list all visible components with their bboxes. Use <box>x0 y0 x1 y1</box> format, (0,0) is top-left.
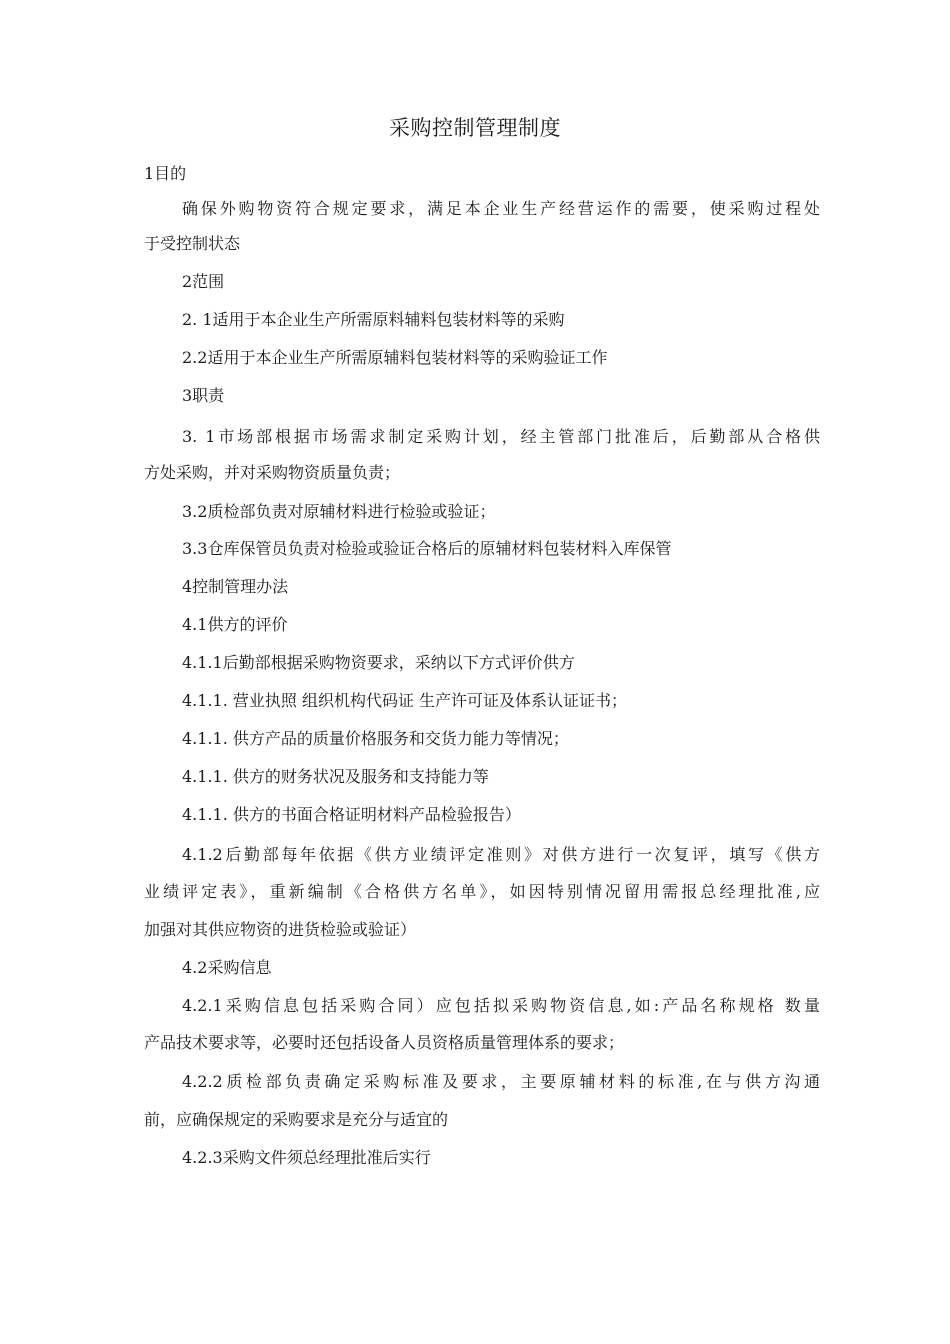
paragraph-line: 4.2.2质检部负责确定采购标准及要求，主要原辅材料的标准,在与供方沟通 <box>182 1072 820 1091</box>
paragraph-line: 4.1.2后勤部每年依据《供方业绩评定准则》对供方进行一次复评，填写《供方 <box>182 845 820 864</box>
paragraph-line: 2. 1适用于本企业生产所需原料辅料包装材料等的采购 <box>182 310 565 329</box>
paragraph-line: 业绩评定表》，重新编制《合格供方名单》，如因特别情况留用需报总经理批准,应 <box>144 882 820 901</box>
paragraph-line: 于受控制状态 <box>144 234 241 253</box>
paragraph-line: 前，应确保规定的采购要求是充分与适宜的 <box>144 1110 449 1129</box>
paragraph-line: 4.2.1采购信息包括采购合同）应包括拟采购物资信息,如:产品名称规格 数量 <box>182 996 820 1015</box>
paragraph-line: 4.1.1. 供方产品的质量价格服务和交货力能力等情况； <box>182 729 569 748</box>
heading-responsibilities: 3职责 <box>182 386 225 405</box>
subheading-purchasing-information: 4.2采购信息 <box>182 958 272 977</box>
paragraph-line: 2.2适用于本企业生产所需原辅料包装材料等的采购验证工作 <box>182 348 608 367</box>
heading-control-methods: 4控制管理办法 <box>182 577 289 596</box>
paragraph-line: 确保外购物资符合规定要求，满足本企业生产经营运作的需要，使采购过程处 <box>182 199 820 218</box>
subheading-supplier-evaluation: 4.1供方的评价 <box>182 615 288 634</box>
paragraph-line: 3.3仓库保管员负责对检验或验证合格后的原辅材料包装材料入库保管 <box>182 539 672 558</box>
paragraph-line: 3. 1市场部根据市场需求制定采购计划，经主管部门批准后，后勤部从合格供 <box>182 427 820 446</box>
paragraph-line: 产品技术要求等，必要时还包括设备人员资格质量管理体系的要求； <box>144 1033 625 1052</box>
paragraph-line: 4.1.1. 供方的书面合格证明材料产品检验报告） <box>182 805 521 824</box>
paragraph-line: 3.2质检部负责对原辅材料进行检验或验证； <box>182 502 496 521</box>
paragraph-line: 4.1.1. 营业执照 组织机构代码证 生产许可证及体系认证证书； <box>182 691 628 710</box>
heading-scope: 2范围 <box>182 272 225 291</box>
paragraph-line: 4.1.1. 供方的财务状况及服务和支持能力等 <box>182 767 489 786</box>
paragraph-line: 4.2.3采购文件须总经理批准后实行 <box>182 1148 431 1167</box>
paragraph-line: 加强对其供应物资的进货检验或验证） <box>144 920 417 939</box>
paragraph-line: 方处采购，并对采购物资质量负责； <box>144 463 401 482</box>
paragraph-line: 4.1.1后勤部根据采购物资要求，采纳以下方式评价供方 <box>182 653 575 672</box>
document-title: 采购控制管理制度 <box>389 116 561 140</box>
heading-purpose: 1目的 <box>144 164 187 183</box>
